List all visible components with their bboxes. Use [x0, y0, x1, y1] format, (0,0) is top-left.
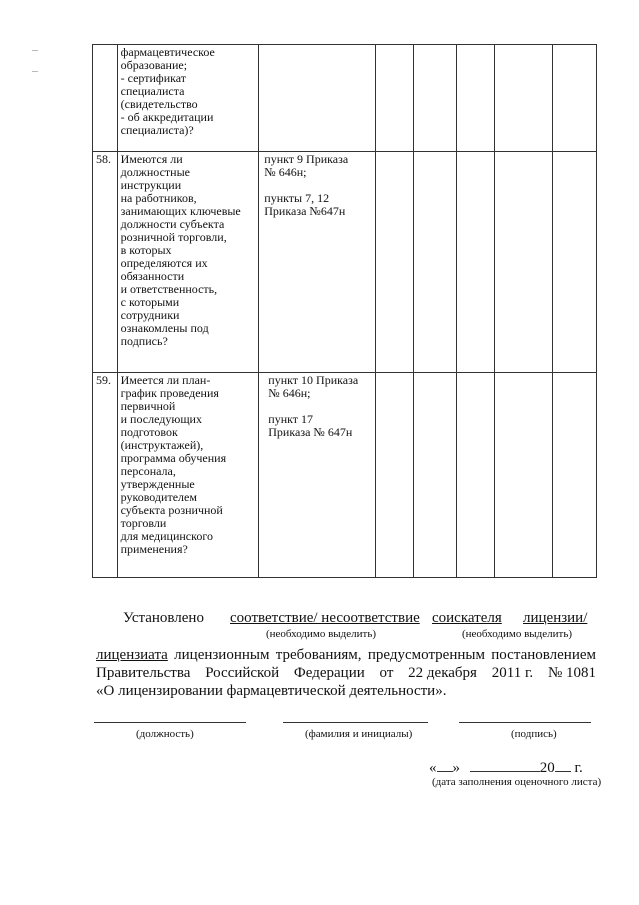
question-line: Имеется ли план-: [120, 373, 211, 387]
question-line: руководителем: [120, 490, 197, 504]
reference-cell: [259, 373, 376, 578]
conclusion-line-2: [96, 646, 596, 664]
conclusion-word: 2011 г.: [491, 665, 534, 681]
select-hint-applicant: (необходимо выделить): [462, 628, 572, 640]
select-hint-compliance: (необходимо выделить): [266, 628, 376, 640]
question-cell: [117, 152, 259, 373]
empty-assessment-cell: [376, 373, 414, 578]
conclusion-word: Российской: [205, 665, 280, 681]
question-line: розничной торговли,: [120, 230, 227, 244]
question-line: - об аккредитации: [120, 110, 214, 124]
question-line: персонала,: [120, 464, 176, 478]
reference-cell: [259, 45, 376, 152]
question-line: должности субъекта: [120, 217, 225, 231]
scan-speck: [32, 50, 38, 51]
empty-assessment-cell: [414, 45, 457, 152]
question-line: (свидетельство: [120, 97, 198, 111]
question-line: в которых: [120, 243, 172, 257]
question-line: фармацевтическое: [120, 45, 215, 59]
compliance-selection: соответствие/ несоответствие: [230, 610, 420, 626]
conclusion-first-line: [96, 610, 596, 628]
question-cell: [117, 373, 259, 578]
conclusion-word: лицензионным: [174, 647, 270, 663]
row-number-cell: [93, 152, 118, 373]
question-line: подпись?: [120, 334, 168, 348]
table-row: [93, 45, 597, 152]
reference-line: Приказа №647н: [264, 204, 346, 218]
position-caption: (должность): [136, 728, 194, 740]
row-number-cell: [93, 45, 118, 152]
signature-caption: (подпись): [511, 728, 557, 740]
conclusion-body: [96, 646, 596, 700]
scan-speck: [32, 71, 38, 72]
conclusion-line-3: [96, 664, 596, 682]
position-signature-line: [94, 722, 246, 723]
year-blank: [555, 758, 571, 772]
question-line: график проведения: [120, 386, 219, 400]
signature-line: [459, 722, 591, 723]
checklist-table: [92, 44, 597, 578]
year-suffix: г.: [574, 760, 583, 776]
conclusion-word: от: [379, 665, 394, 681]
question-line: торговли: [120, 516, 167, 530]
reference-cell: [259, 152, 376, 373]
conclusion-word: предусмотренным: [367, 647, 485, 663]
question-line: (инструктажей),: [120, 438, 204, 452]
year-prefix: 20: [539, 760, 555, 776]
question-line: с которыми: [120, 295, 180, 309]
conclusion-word: № 1081: [547, 665, 596, 681]
reference-line: пункты 7, 12: [264, 191, 330, 205]
table-row: [93, 373, 597, 578]
question-line: первичной: [120, 399, 176, 413]
question-line: субъекта розничной: [120, 503, 223, 517]
question-line: ознакомлены под: [120, 321, 209, 335]
conclusion-word: требованиям,: [275, 647, 362, 663]
empty-assessment-cell: [495, 152, 552, 373]
question-line: и последующих: [120, 412, 202, 426]
question-line: специалиста)?: [120, 123, 194, 137]
question-line: подготовок: [120, 425, 178, 439]
question-line: Имеются ли: [120, 152, 183, 166]
reference-line: пункт 9 Приказа: [264, 152, 349, 166]
reference-line: пункт 17: [268, 412, 314, 426]
conclusion-word: Федерации: [293, 665, 365, 681]
row-number: 59.: [96, 373, 111, 387]
date-open-quote: «: [429, 760, 437, 776]
question-line: должностные: [120, 165, 190, 179]
question-line: - сертификат: [120, 71, 187, 85]
reference-line: № 646н;: [264, 165, 307, 179]
empty-assessment-cell: [457, 152, 495, 373]
conclusion-word: Правительства: [96, 665, 191, 681]
empty-assessment-cell: [552, 152, 596, 373]
empty-assessment-cell: [414, 152, 457, 373]
empty-assessment-cell: [552, 45, 596, 152]
month-blank: [470, 758, 540, 772]
question-line: занимающих ключевые: [120, 204, 241, 218]
question-line: определяются их: [120, 256, 208, 270]
question-line: инструкции: [120, 178, 182, 192]
question-line: специалиста: [120, 84, 185, 98]
empty-assessment-cell: [495, 373, 552, 578]
question-line: и ответственность,: [120, 282, 218, 296]
conclusion-line-4: «О лицензировании фармацевтической деятельности».: [96, 683, 447, 699]
reference-line: пункт 10 Приказа: [268, 373, 359, 387]
reference-line: № 646н;: [268, 386, 311, 400]
applicant-word: соискателя: [432, 610, 502, 626]
question-line: на работников,: [120, 191, 197, 205]
established-text: Установлено: [123, 610, 204, 626]
conclusion-word: 22 декабря: [408, 665, 477, 681]
question-line: утвержденные: [120, 477, 195, 491]
empty-assessment-cell: [376, 45, 414, 152]
question-line: обязанности: [120, 269, 185, 283]
license-word: лицензии/: [523, 610, 588, 626]
question-line: для медицинского: [120, 529, 213, 543]
date-fill-line: [429, 758, 583, 777]
empty-assessment-cell: [376, 152, 414, 373]
conclusion-word: лицензиата: [96, 647, 168, 663]
empty-assessment-cell: [457, 45, 495, 152]
question-line: применения?: [120, 542, 188, 556]
question-cell: [117, 45, 259, 152]
conclusion-word: постановлением: [491, 647, 596, 663]
date-caption: (дата заполнения оценочного листа): [432, 776, 602, 788]
empty-assessment-cell: [414, 373, 457, 578]
question-line: образование;: [120, 58, 188, 72]
empty-assessment-cell: [495, 45, 552, 152]
empty-assessment-cell: [552, 373, 596, 578]
question-line: сотрудники: [120, 308, 180, 322]
empty-assessment-cell: [457, 373, 495, 578]
question-line: программа обучения: [120, 451, 227, 465]
reference-line: Приказа № 647н: [268, 425, 353, 439]
date-close-quote: »: [452, 760, 460, 776]
row-number-cell: [93, 373, 118, 578]
conclusion-block: [96, 610, 596, 699]
day-blank: [437, 758, 453, 772]
name-signature-line: [283, 722, 428, 723]
table-row: [93, 152, 597, 373]
row-number: 58.: [96, 152, 111, 166]
name-caption: (фамилия и инициалы): [305, 728, 413, 740]
